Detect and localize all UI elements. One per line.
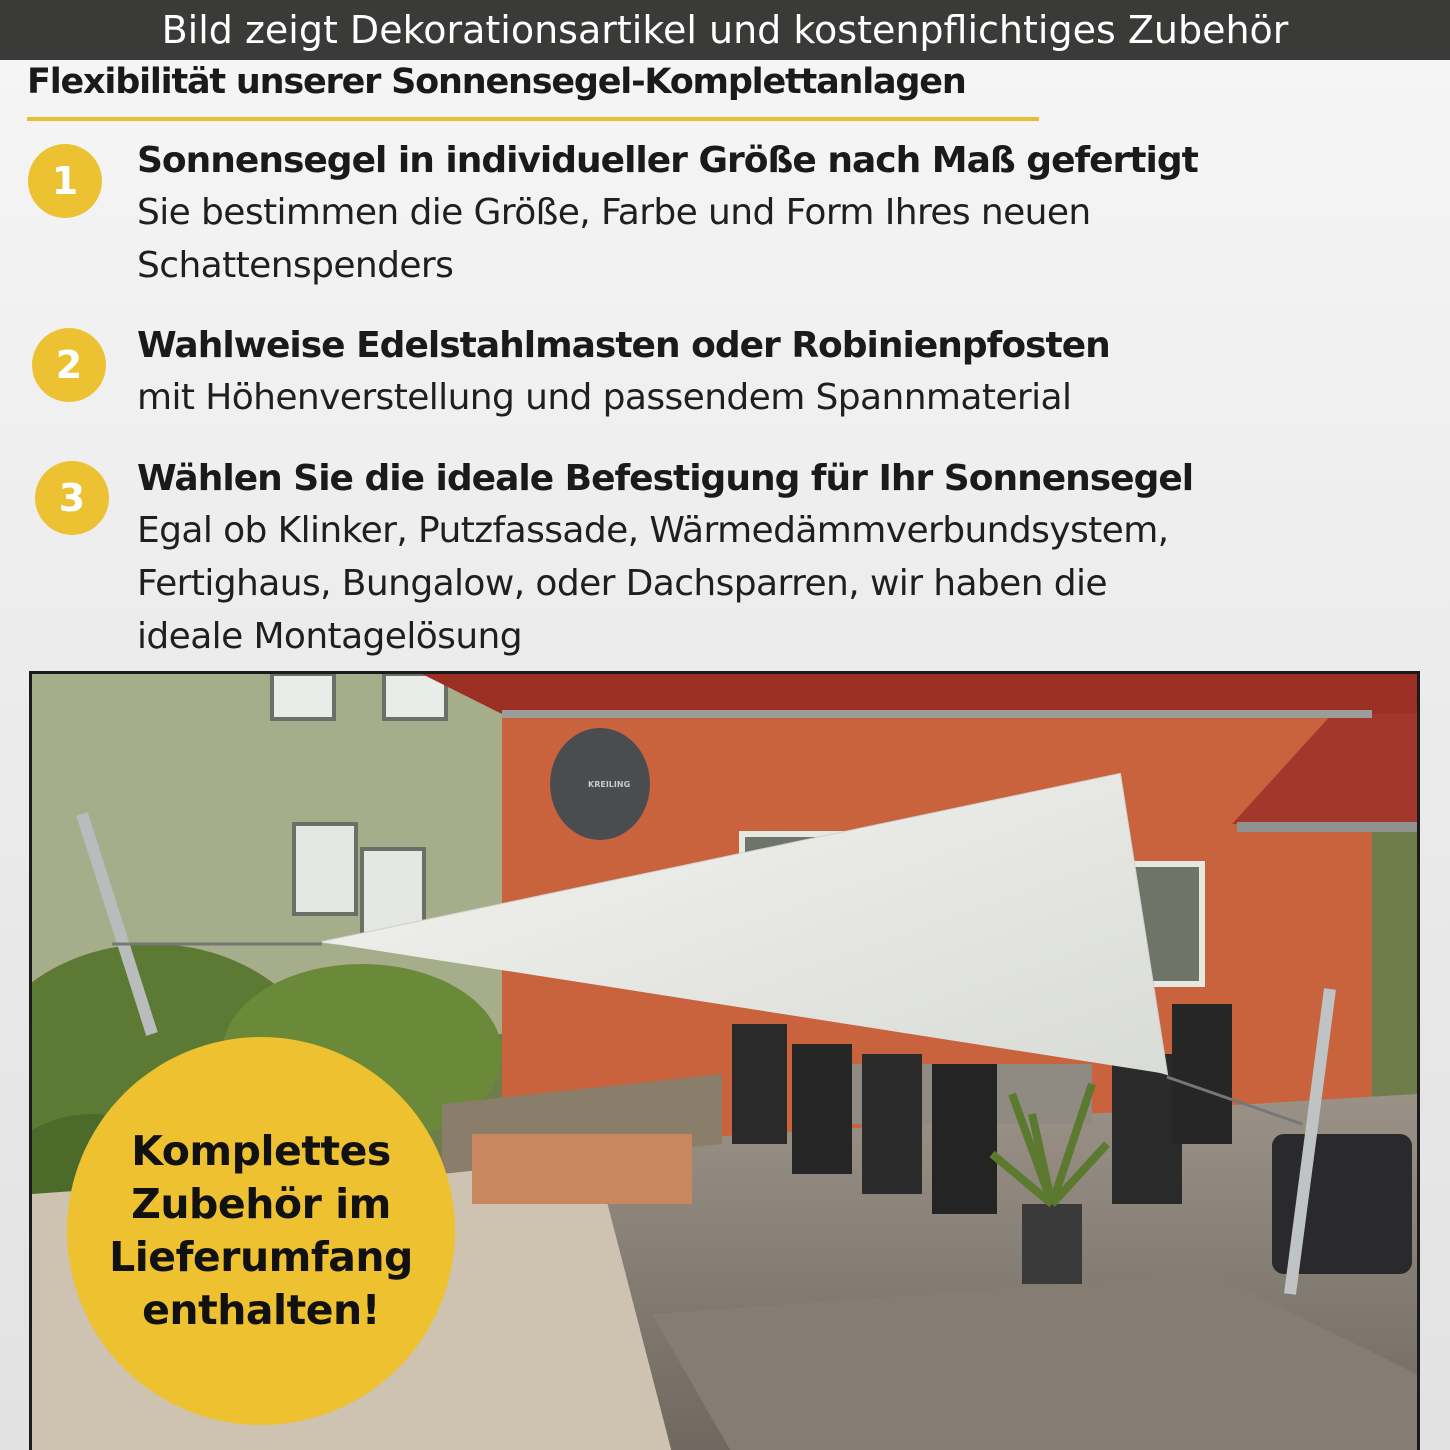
badge-line: Lieferumfang xyxy=(109,1233,413,1281)
step-title: Sonnensegel in individueller Größe nach Maß gefertigt xyxy=(137,140,1198,181)
banner-text: Bild zeigt Dekorationsartikel und kostenpflichtiges Zubehör xyxy=(161,8,1289,52)
step-number-badge: 3 xyxy=(35,461,109,535)
step-description-line: Fertighaus, Bungalow, oder Dachsparren, wir haben die xyxy=(137,563,1107,604)
gutter xyxy=(502,710,1372,718)
step-title: Wählen Sie die ideale Befestigung für Ihr Sonnensegel xyxy=(137,458,1194,499)
window xyxy=(272,674,334,719)
badge-line: Zubehör im xyxy=(131,1180,391,1228)
plant-pot xyxy=(1022,1204,1082,1284)
page-title: Flexibilität unserer Sonnensegel-Komplettanlagen xyxy=(27,62,966,102)
step-description-line: ideale Montagelösung xyxy=(137,616,523,657)
badge-line: enthalten! xyxy=(142,1286,380,1334)
chair xyxy=(732,1024,787,1144)
step-description-line: Sie bestimmen die Größe, Farbe und Form Ihres neuen xyxy=(137,192,1091,233)
dish-brand: KREILING xyxy=(588,780,631,789)
step-title: Wahlweise Edelstahlmasten oder Robinienpfosten xyxy=(137,325,1110,366)
step-number-badge: 2 xyxy=(32,328,106,402)
window xyxy=(294,824,356,914)
step-description-line: mit Höhenverstellung und passendem Spannmaterial xyxy=(137,377,1072,418)
step-number-badge: 1 xyxy=(28,144,102,218)
gutter xyxy=(1237,822,1417,832)
chair xyxy=(1112,1054,1182,1204)
planter-wall xyxy=(472,1134,692,1204)
badge-line: Komplettes xyxy=(131,1127,391,1175)
title-underline xyxy=(27,117,1039,121)
chair xyxy=(1172,1004,1232,1144)
top-banner xyxy=(0,0,1450,60)
step-description-line: Schattenspenders xyxy=(137,245,454,286)
roof xyxy=(422,674,1417,714)
chair xyxy=(792,1044,852,1174)
step-description-line: Egal ob Klinker, Putzfassade, Wärmedämmverbundsystem, xyxy=(137,510,1169,551)
accessories-badge xyxy=(67,1037,455,1425)
chair xyxy=(932,1064,997,1214)
chair xyxy=(862,1054,922,1194)
